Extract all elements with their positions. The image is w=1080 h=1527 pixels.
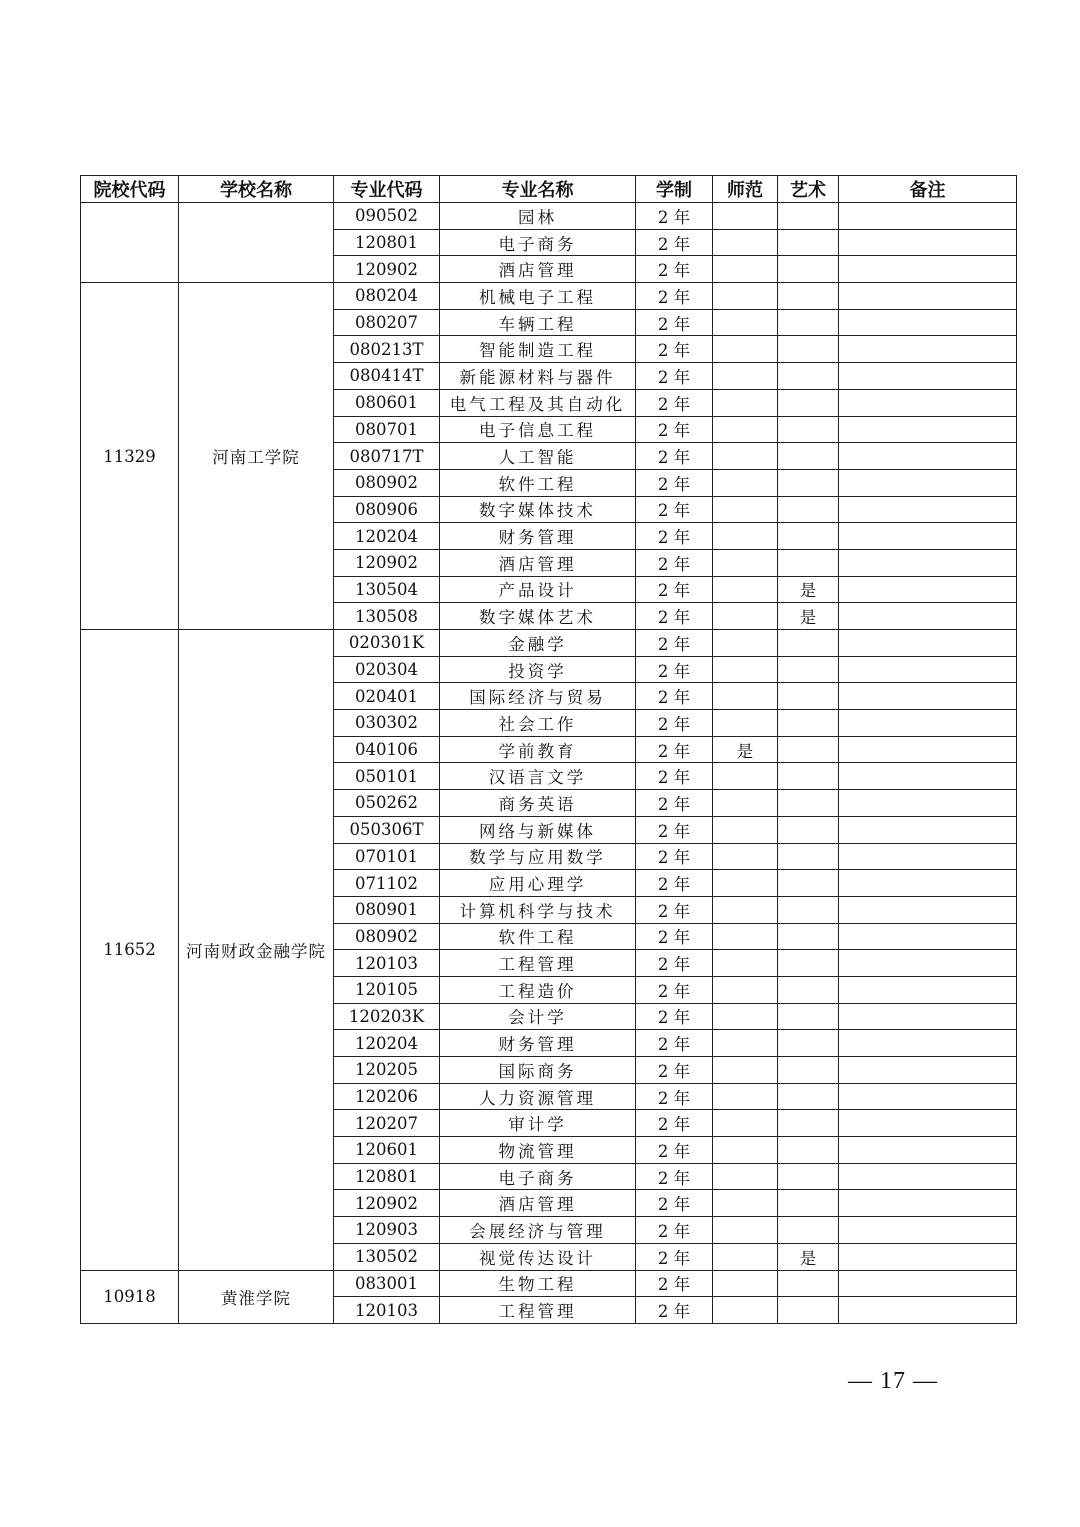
duration-cell: 2 年 <box>636 1270 713 1297</box>
major-code-cell: 080906 <box>334 496 440 523</box>
major-name-cell: 电气工程及其自动化 <box>440 389 636 416</box>
duration-cell: 2 年 <box>636 469 713 496</box>
normal-cell <box>713 870 778 897</box>
duration-cell: 2 年 <box>636 416 713 443</box>
table-body <box>81 203 1017 1324</box>
note-cell <box>839 1163 1017 1190</box>
art-cell <box>778 736 839 763</box>
art-cell <box>778 923 839 950</box>
major-name-cell: 审计学 <box>440 1110 636 1137</box>
duration-cell: 2 年 <box>636 576 713 603</box>
art-cell <box>778 1163 839 1190</box>
note-cell <box>839 523 1017 550</box>
normal-cell <box>713 976 778 1003</box>
major-code-cell: 120205 <box>334 1057 440 1084</box>
note-cell <box>839 683 1017 710</box>
duration-cell: 2 年 <box>636 523 713 550</box>
art-cell <box>778 843 839 870</box>
duration-cell: 2 年 <box>636 1057 713 1084</box>
header-major-name: 专业名称 <box>440 176 636 203</box>
normal-cell <box>713 309 778 336</box>
art-cell <box>778 283 839 310</box>
note-cell <box>839 1003 1017 1030</box>
major-code-cell: 080414T <box>334 363 440 390</box>
school-name-cell: 河南财政金融学院 <box>179 630 334 1271</box>
duration-cell: 2 年 <box>636 710 713 737</box>
note-cell <box>839 496 1017 523</box>
art-cell <box>778 203 839 230</box>
table-row <box>81 1270 1017 1297</box>
major-name-cell: 软件工程 <box>440 469 636 496</box>
note-cell <box>839 443 1017 470</box>
art-cell <box>778 1297 839 1324</box>
normal-cell <box>713 389 778 416</box>
note-cell <box>839 203 1017 230</box>
note-cell <box>839 870 1017 897</box>
major-code-cell: 030302 <box>334 710 440 737</box>
duration-cell: 2 年 <box>636 363 713 390</box>
table-row <box>81 203 1017 230</box>
duration-cell: 2 年 <box>636 656 713 683</box>
art-cell <box>778 1030 839 1057</box>
major-name-cell: 社会工作 <box>440 710 636 737</box>
art-cell <box>778 549 839 576</box>
major-name-cell: 电子商务 <box>440 229 636 256</box>
major-name-cell: 电子信息工程 <box>440 416 636 443</box>
normal-cell <box>713 576 778 603</box>
major-name-cell: 人工智能 <box>440 443 636 470</box>
major-code-cell: 120105 <box>334 976 440 1003</box>
major-name-cell: 会计学 <box>440 1003 636 1030</box>
note-cell <box>839 1030 1017 1057</box>
duration-cell: 2 年 <box>636 1297 713 1324</box>
normal-cell: 是 <box>713 736 778 763</box>
major-code-cell: 080717T <box>334 443 440 470</box>
major-name-cell: 网络与新媒体 <box>440 816 636 843</box>
major-name-cell: 金融学 <box>440 630 636 657</box>
art-cell <box>778 1190 839 1217</box>
major-name-cell: 工程造价 <box>440 976 636 1003</box>
school-code-cell: 11652 <box>81 630 179 1271</box>
art-cell <box>778 976 839 1003</box>
major-code-cell: 080901 <box>334 896 440 923</box>
normal-cell <box>713 843 778 870</box>
duration-cell: 2 年 <box>636 1137 713 1164</box>
normal-cell <box>713 523 778 550</box>
major-code-cell: 071102 <box>334 870 440 897</box>
major-code-cell: 070101 <box>334 843 440 870</box>
duration-cell: 2 年 <box>636 816 713 843</box>
normal-cell <box>713 923 778 950</box>
note-cell <box>839 736 1017 763</box>
note-cell <box>839 816 1017 843</box>
art-cell <box>778 389 839 416</box>
note-cell <box>839 336 1017 363</box>
major-code-cell: 130504 <box>334 576 440 603</box>
art-cell <box>778 469 839 496</box>
major-code-cell: 080701 <box>334 416 440 443</box>
major-code-cell: 120902 <box>334 256 440 283</box>
normal-cell <box>713 469 778 496</box>
page-number: — 17 — <box>848 1368 938 1394</box>
note-cell <box>839 603 1017 630</box>
major-name-cell: 财务管理 <box>440 523 636 550</box>
duration-cell: 2 年 <box>636 923 713 950</box>
duration-cell: 2 年 <box>636 1110 713 1137</box>
art-cell: 是 <box>778 1243 839 1270</box>
major-name-cell: 汉语言文学 <box>440 763 636 790</box>
major-code-cell: 120601 <box>334 1137 440 1164</box>
major-code-cell: 080213T <box>334 336 440 363</box>
major-code-cell: 080902 <box>334 923 440 950</box>
duration-cell: 2 年 <box>636 790 713 817</box>
majors-table <box>80 175 1017 1324</box>
major-name-cell: 酒店管理 <box>440 1190 636 1217</box>
duration-cell: 2 年 <box>636 496 713 523</box>
duration-cell: 2 年 <box>636 683 713 710</box>
header-duration: 学制 <box>636 176 713 203</box>
major-code-cell: 040106 <box>334 736 440 763</box>
duration-cell: 2 年 <box>636 843 713 870</box>
major-code-cell: 080601 <box>334 389 440 416</box>
normal-cell <box>713 656 778 683</box>
art-cell <box>778 1057 839 1084</box>
art-cell <box>778 630 839 657</box>
normal-cell <box>713 1003 778 1030</box>
art-cell <box>778 256 839 283</box>
note-cell <box>839 1217 1017 1244</box>
normal-cell <box>713 1270 778 1297</box>
normal-cell <box>713 710 778 737</box>
major-name-cell: 酒店管理 <box>440 549 636 576</box>
major-code-cell: 120203K <box>334 1003 440 1030</box>
normal-cell <box>713 816 778 843</box>
duration-cell: 2 年 <box>636 763 713 790</box>
note-cell <box>839 576 1017 603</box>
note-cell <box>839 790 1017 817</box>
art-cell <box>778 229 839 256</box>
normal-cell <box>713 283 778 310</box>
normal-cell <box>713 363 778 390</box>
major-name-cell: 会展经济与管理 <box>440 1217 636 1244</box>
header-school-code: 院校代码 <box>81 176 179 203</box>
duration-cell: 2 年 <box>636 309 713 336</box>
duration-cell: 2 年 <box>636 950 713 977</box>
major-name-cell: 园林 <box>440 203 636 230</box>
normal-cell <box>713 1030 778 1057</box>
duration-cell: 2 年 <box>636 336 713 363</box>
duration-cell: 2 年 <box>636 443 713 470</box>
major-code-cell: 130502 <box>334 1243 440 1270</box>
major-name-cell: 物流管理 <box>440 1137 636 1164</box>
header-normal: 师范 <box>713 176 778 203</box>
art-cell: 是 <box>778 576 839 603</box>
major-code-cell: 120103 <box>334 1297 440 1324</box>
note-cell <box>839 950 1017 977</box>
duration-cell: 2 年 <box>636 896 713 923</box>
duration-cell: 2 年 <box>636 976 713 1003</box>
normal-cell <box>713 896 778 923</box>
normal-cell <box>713 790 778 817</box>
note-cell <box>839 229 1017 256</box>
art-cell <box>778 336 839 363</box>
school-code-cell: 11329 <box>81 283 179 630</box>
note-cell <box>839 1297 1017 1324</box>
major-name-cell: 智能制造工程 <box>440 336 636 363</box>
note-cell <box>839 1083 1017 1110</box>
school-name-cell <box>179 203 334 283</box>
note-cell <box>839 843 1017 870</box>
header-school-name: 学校名称 <box>179 176 334 203</box>
art-cell <box>778 309 839 336</box>
note-cell <box>839 630 1017 657</box>
normal-cell <box>713 256 778 283</box>
art-cell <box>778 363 839 390</box>
art-cell <box>778 1083 839 1110</box>
major-name-cell: 投资学 <box>440 656 636 683</box>
major-name-cell: 数学与应用数学 <box>440 843 636 870</box>
major-code-cell: 020301K <box>334 630 440 657</box>
art-cell <box>778 416 839 443</box>
major-code-cell: 130508 <box>334 603 440 630</box>
major-code-cell: 080902 <box>334 469 440 496</box>
major-code-cell: 120103 <box>334 950 440 977</box>
art-cell <box>778 710 839 737</box>
major-name-cell: 学前教育 <box>440 736 636 763</box>
major-name-cell: 国际经济与贸易 <box>440 683 636 710</box>
normal-cell <box>713 1083 778 1110</box>
art-cell <box>778 656 839 683</box>
school-code-cell <box>81 203 179 283</box>
note-cell <box>839 1243 1017 1270</box>
art-cell <box>778 870 839 897</box>
major-name-cell: 电子商务 <box>440 1163 636 1190</box>
normal-cell <box>713 763 778 790</box>
note-cell <box>839 256 1017 283</box>
major-name-cell: 财务管理 <box>440 1030 636 1057</box>
duration-cell: 2 年 <box>636 603 713 630</box>
normal-cell <box>713 496 778 523</box>
major-code-cell: 120206 <box>334 1083 440 1110</box>
major-code-cell: 120902 <box>334 1190 440 1217</box>
normal-cell <box>713 1190 778 1217</box>
art-cell <box>778 1137 839 1164</box>
art-cell <box>778 1217 839 1244</box>
duration-cell: 2 年 <box>636 736 713 763</box>
major-name-cell: 计算机科学与技术 <box>440 896 636 923</box>
major-code-cell: 090502 <box>334 203 440 230</box>
duration-cell: 2 年 <box>636 1083 713 1110</box>
note-cell <box>839 1137 1017 1164</box>
duration-cell: 2 年 <box>636 1163 713 1190</box>
table-row <box>81 630 1017 657</box>
note-cell <box>839 1190 1017 1217</box>
school-name-cell: 黄淮学院 <box>179 1270 334 1323</box>
normal-cell <box>713 1217 778 1244</box>
duration-cell: 2 年 <box>636 283 713 310</box>
header-major-code: 专业代码 <box>334 176 440 203</box>
note-cell <box>839 896 1017 923</box>
normal-cell <box>713 603 778 630</box>
major-code-cell: 050101 <box>334 763 440 790</box>
note-cell <box>839 363 1017 390</box>
duration-cell: 2 年 <box>636 1243 713 1270</box>
major-name-cell: 数字媒体艺术 <box>440 603 636 630</box>
duration-cell: 2 年 <box>636 549 713 576</box>
note-cell <box>839 1057 1017 1084</box>
major-name-cell: 国际商务 <box>440 1057 636 1084</box>
note-cell <box>839 923 1017 950</box>
school-code-cell: 10918 <box>81 1270 179 1323</box>
normal-cell <box>713 203 778 230</box>
major-code-cell: 050262 <box>334 790 440 817</box>
art-cell <box>778 816 839 843</box>
normal-cell <box>713 1163 778 1190</box>
note-cell <box>839 710 1017 737</box>
art-cell <box>778 1110 839 1137</box>
art-cell: 是 <box>778 603 839 630</box>
major-name-cell: 视觉传达设计 <box>440 1243 636 1270</box>
note-cell <box>839 549 1017 576</box>
duration-cell: 2 年 <box>636 630 713 657</box>
major-name-cell: 工程管理 <box>440 1297 636 1324</box>
normal-cell <box>713 1110 778 1137</box>
duration-cell: 2 年 <box>636 870 713 897</box>
major-name-cell: 机械电子工程 <box>440 283 636 310</box>
note-cell <box>839 763 1017 790</box>
note-cell <box>839 976 1017 1003</box>
duration-cell: 2 年 <box>636 203 713 230</box>
major-name-cell: 车辆工程 <box>440 309 636 336</box>
duration-cell: 2 年 <box>636 389 713 416</box>
duration-cell: 2 年 <box>636 1030 713 1057</box>
major-code-cell: 120207 <box>334 1110 440 1137</box>
duration-cell: 2 年 <box>636 1003 713 1030</box>
major-code-cell: 020401 <box>334 683 440 710</box>
art-cell <box>778 1003 839 1030</box>
duration-cell: 2 年 <box>636 229 713 256</box>
duration-cell: 2 年 <box>636 1217 713 1244</box>
note-cell <box>839 1110 1017 1137</box>
normal-cell <box>713 336 778 363</box>
header-note: 备注 <box>839 176 1017 203</box>
normal-cell <box>713 1137 778 1164</box>
major-name-cell: 人力资源管理 <box>440 1083 636 1110</box>
major-name-cell: 工程管理 <box>440 950 636 977</box>
note-cell <box>839 416 1017 443</box>
major-name-cell: 生物工程 <box>440 1270 636 1297</box>
normal-cell <box>713 443 778 470</box>
art-cell <box>778 790 839 817</box>
table-row <box>81 283 1017 310</box>
note-cell <box>839 1270 1017 1297</box>
note-cell <box>839 469 1017 496</box>
major-code-cell: 120204 <box>334 1030 440 1057</box>
normal-cell <box>713 229 778 256</box>
art-cell <box>778 1270 839 1297</box>
art-cell <box>778 950 839 977</box>
major-code-cell: 080204 <box>334 283 440 310</box>
major-name-cell: 酒店管理 <box>440 256 636 283</box>
normal-cell <box>713 683 778 710</box>
note-cell <box>839 656 1017 683</box>
art-cell <box>778 896 839 923</box>
major-code-cell: 120801 <box>334 1163 440 1190</box>
normal-cell <box>713 1057 778 1084</box>
school-name-cell: 河南工学院 <box>179 283 334 630</box>
major-code-cell: 120204 <box>334 523 440 550</box>
normal-cell <box>713 416 778 443</box>
art-cell <box>778 496 839 523</box>
note-cell <box>839 309 1017 336</box>
normal-cell <box>713 1297 778 1324</box>
major-code-cell: 020304 <box>334 656 440 683</box>
normal-cell <box>713 950 778 977</box>
normal-cell <box>713 549 778 576</box>
art-cell <box>778 523 839 550</box>
header-art: 艺术 <box>778 176 839 203</box>
art-cell <box>778 763 839 790</box>
normal-cell <box>713 1243 778 1270</box>
normal-cell <box>713 630 778 657</box>
major-name-cell: 应用心理学 <box>440 870 636 897</box>
note-cell <box>839 283 1017 310</box>
major-code-cell: 120902 <box>334 549 440 576</box>
table-header-row <box>81 176 1017 203</box>
major-code-cell: 120801 <box>334 229 440 256</box>
major-name-cell: 新能源材料与器件 <box>440 363 636 390</box>
art-cell <box>778 443 839 470</box>
major-code-cell: 080207 <box>334 309 440 336</box>
note-cell <box>839 389 1017 416</box>
major-code-cell: 050306T <box>334 816 440 843</box>
major-name-cell: 商务英语 <box>440 790 636 817</box>
major-name-cell: 数字媒体技术 <box>440 496 636 523</box>
duration-cell: 2 年 <box>636 1190 713 1217</box>
major-name-cell: 软件工程 <box>440 923 636 950</box>
art-cell <box>778 683 839 710</box>
major-code-cell: 120903 <box>334 1217 440 1244</box>
duration-cell: 2 年 <box>636 256 713 283</box>
major-name-cell: 产品设计 <box>440 576 636 603</box>
major-code-cell: 083001 <box>334 1270 440 1297</box>
